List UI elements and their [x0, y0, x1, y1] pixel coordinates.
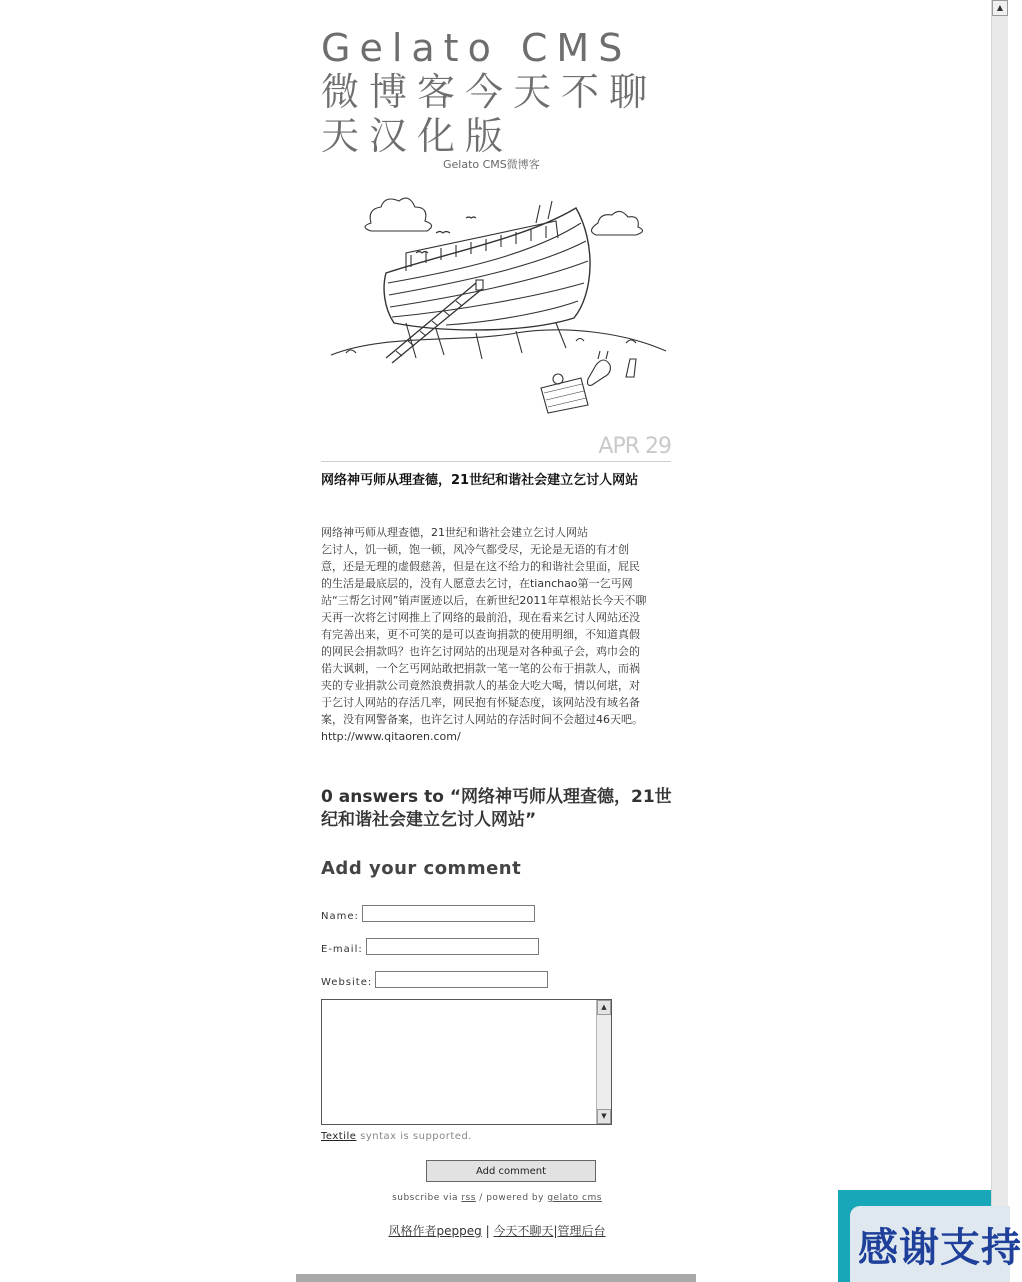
answers-heading: 0 answers to “网络神丐师从理查德，21世纪和谐社会建立乞讨人网站” [321, 787, 672, 830]
email-label: E-mail: [321, 944, 363, 955]
comment-textarea[interactable] [322, 1000, 596, 1124]
date-divider [321, 461, 671, 462]
blog-title-chinese-line1: 微博客今天不聊 [321, 70, 658, 114]
email-input[interactable] [366, 938, 539, 955]
noahs-ark-illustration-icon [326, 183, 671, 415]
blog-title-chinese-line2: 天汉化版 [321, 114, 514, 158]
add-comment-heading: Add your comment [321, 858, 522, 879]
rss-link[interactable]: rss [461, 1193, 476, 1203]
footer-pipe: | [481, 1224, 494, 1238]
site-home-link[interactable]: 今天不聊天 [493, 1224, 554, 1238]
post-body-url: http://www.qitaoren.com/ [321, 730, 461, 743]
textarea-scroll-down-icon[interactable]: ▼ [597, 1109, 611, 1124]
page-scrollbar[interactable] [991, 0, 1008, 1282]
blog-title-english: Gelato CMS [321, 26, 632, 70]
blog-title[interactable] [321, 26, 673, 158]
blog-subtitle: Gelato CMS微博客 [443, 158, 540, 171]
footer-meta [321, 1193, 673, 1203]
bottom-bar [296, 1274, 696, 1282]
textile-note-text: syntax is supported. [356, 1131, 472, 1142]
website-label: Website: [321, 977, 373, 988]
post-body-line: 偌大讽刺，一个乞丐网站敢把捐款一笔一笔的公布于捐款人，而祸 [321, 662, 640, 675]
post-body-line: 站“三帮乞讨网”销声匿迹以后，在新世纪2011年草根站长今天不聊 [321, 594, 647, 607]
add-comment-button[interactable]: Add comment [426, 1160, 596, 1182]
textarea-scrollbar[interactable] [596, 1000, 611, 1124]
post-body-line: 的生活是最底层的，没有人愿意去乞讨，在tianchao第一乞丐网 [321, 577, 633, 590]
post-body-line: 网络神丐师从理查德，21世纪和谐社会建立乞讨人网站 [321, 526, 588, 539]
website-row [321, 971, 548, 988]
comment-textarea-wrapper [321, 999, 612, 1125]
footer-separator: / [475, 1193, 487, 1203]
post-body-line: 的网民会捐款吗？也许乞讨网站的出现是对各种虱子会，鸡巾会的 [321, 645, 640, 658]
post-body-line: 有完善出来，更不可笑的是可以查询捐款的使用明细，不知道真假 [321, 628, 640, 641]
gelato-cms-link[interactable]: gelato cms [547, 1193, 602, 1203]
textile-note [321, 1131, 472, 1142]
post-body-line: 天再一次将乞讨网推上了网络的最前沿，现在看来乞讨人网站还没 [321, 611, 640, 624]
name-row [321, 905, 535, 922]
footer-pipe: | [553, 1224, 558, 1238]
textile-link[interactable]: Textile [321, 1131, 357, 1142]
thanks-banner-text: 感谢支持 [858, 1225, 1022, 1271]
powered-text: powered by [486, 1193, 548, 1203]
post-body-line: 意，还是无理的虚假慈善，但是在这不给力的和谐社会里面，屁民 [321, 560, 640, 573]
post-date: APR 29 [598, 434, 671, 459]
post-body-line: 夹的专业捐款公司竟然浪费捐款人的基金大吃大喝，情以何堪，对 [321, 679, 640, 692]
email-row [321, 938, 539, 955]
post-body [321, 524, 673, 745]
admin-link[interactable]: 管理后台 [557, 1224, 606, 1238]
scroll-up-arrow-icon[interactable]: ▲ [992, 0, 1008, 16]
website-input[interactable] [375, 971, 548, 988]
post-body-line: 案，没有网警备案，也许乞讨人网站的存活时间不会超过46天吧。 [321, 713, 643, 726]
name-input[interactable] [362, 905, 535, 922]
footer-links [321, 1222, 673, 1239]
subscribe-text: subscribe via [392, 1193, 462, 1203]
post-title[interactable]: 网络神丐师从理查德，21世纪和谐社会建立乞讨人网站 [321, 473, 639, 488]
thanks-banner[interactable] [838, 1190, 1022, 1282]
style-author-link[interactable]: 风格作者peppeg [388, 1224, 482, 1238]
textarea-scroll-up-icon[interactable]: ▲ [597, 1000, 611, 1015]
post-body-line: 于乞讨人网站的存活几率，网民抱有怀疑态度，该网站没有域名备 [321, 696, 640, 709]
name-label: Name: [321, 911, 359, 922]
post-body-line: 乞讨人，饥一顿，饱一顿，风冷气都受尽，无论是无语的有才创 [321, 543, 629, 556]
